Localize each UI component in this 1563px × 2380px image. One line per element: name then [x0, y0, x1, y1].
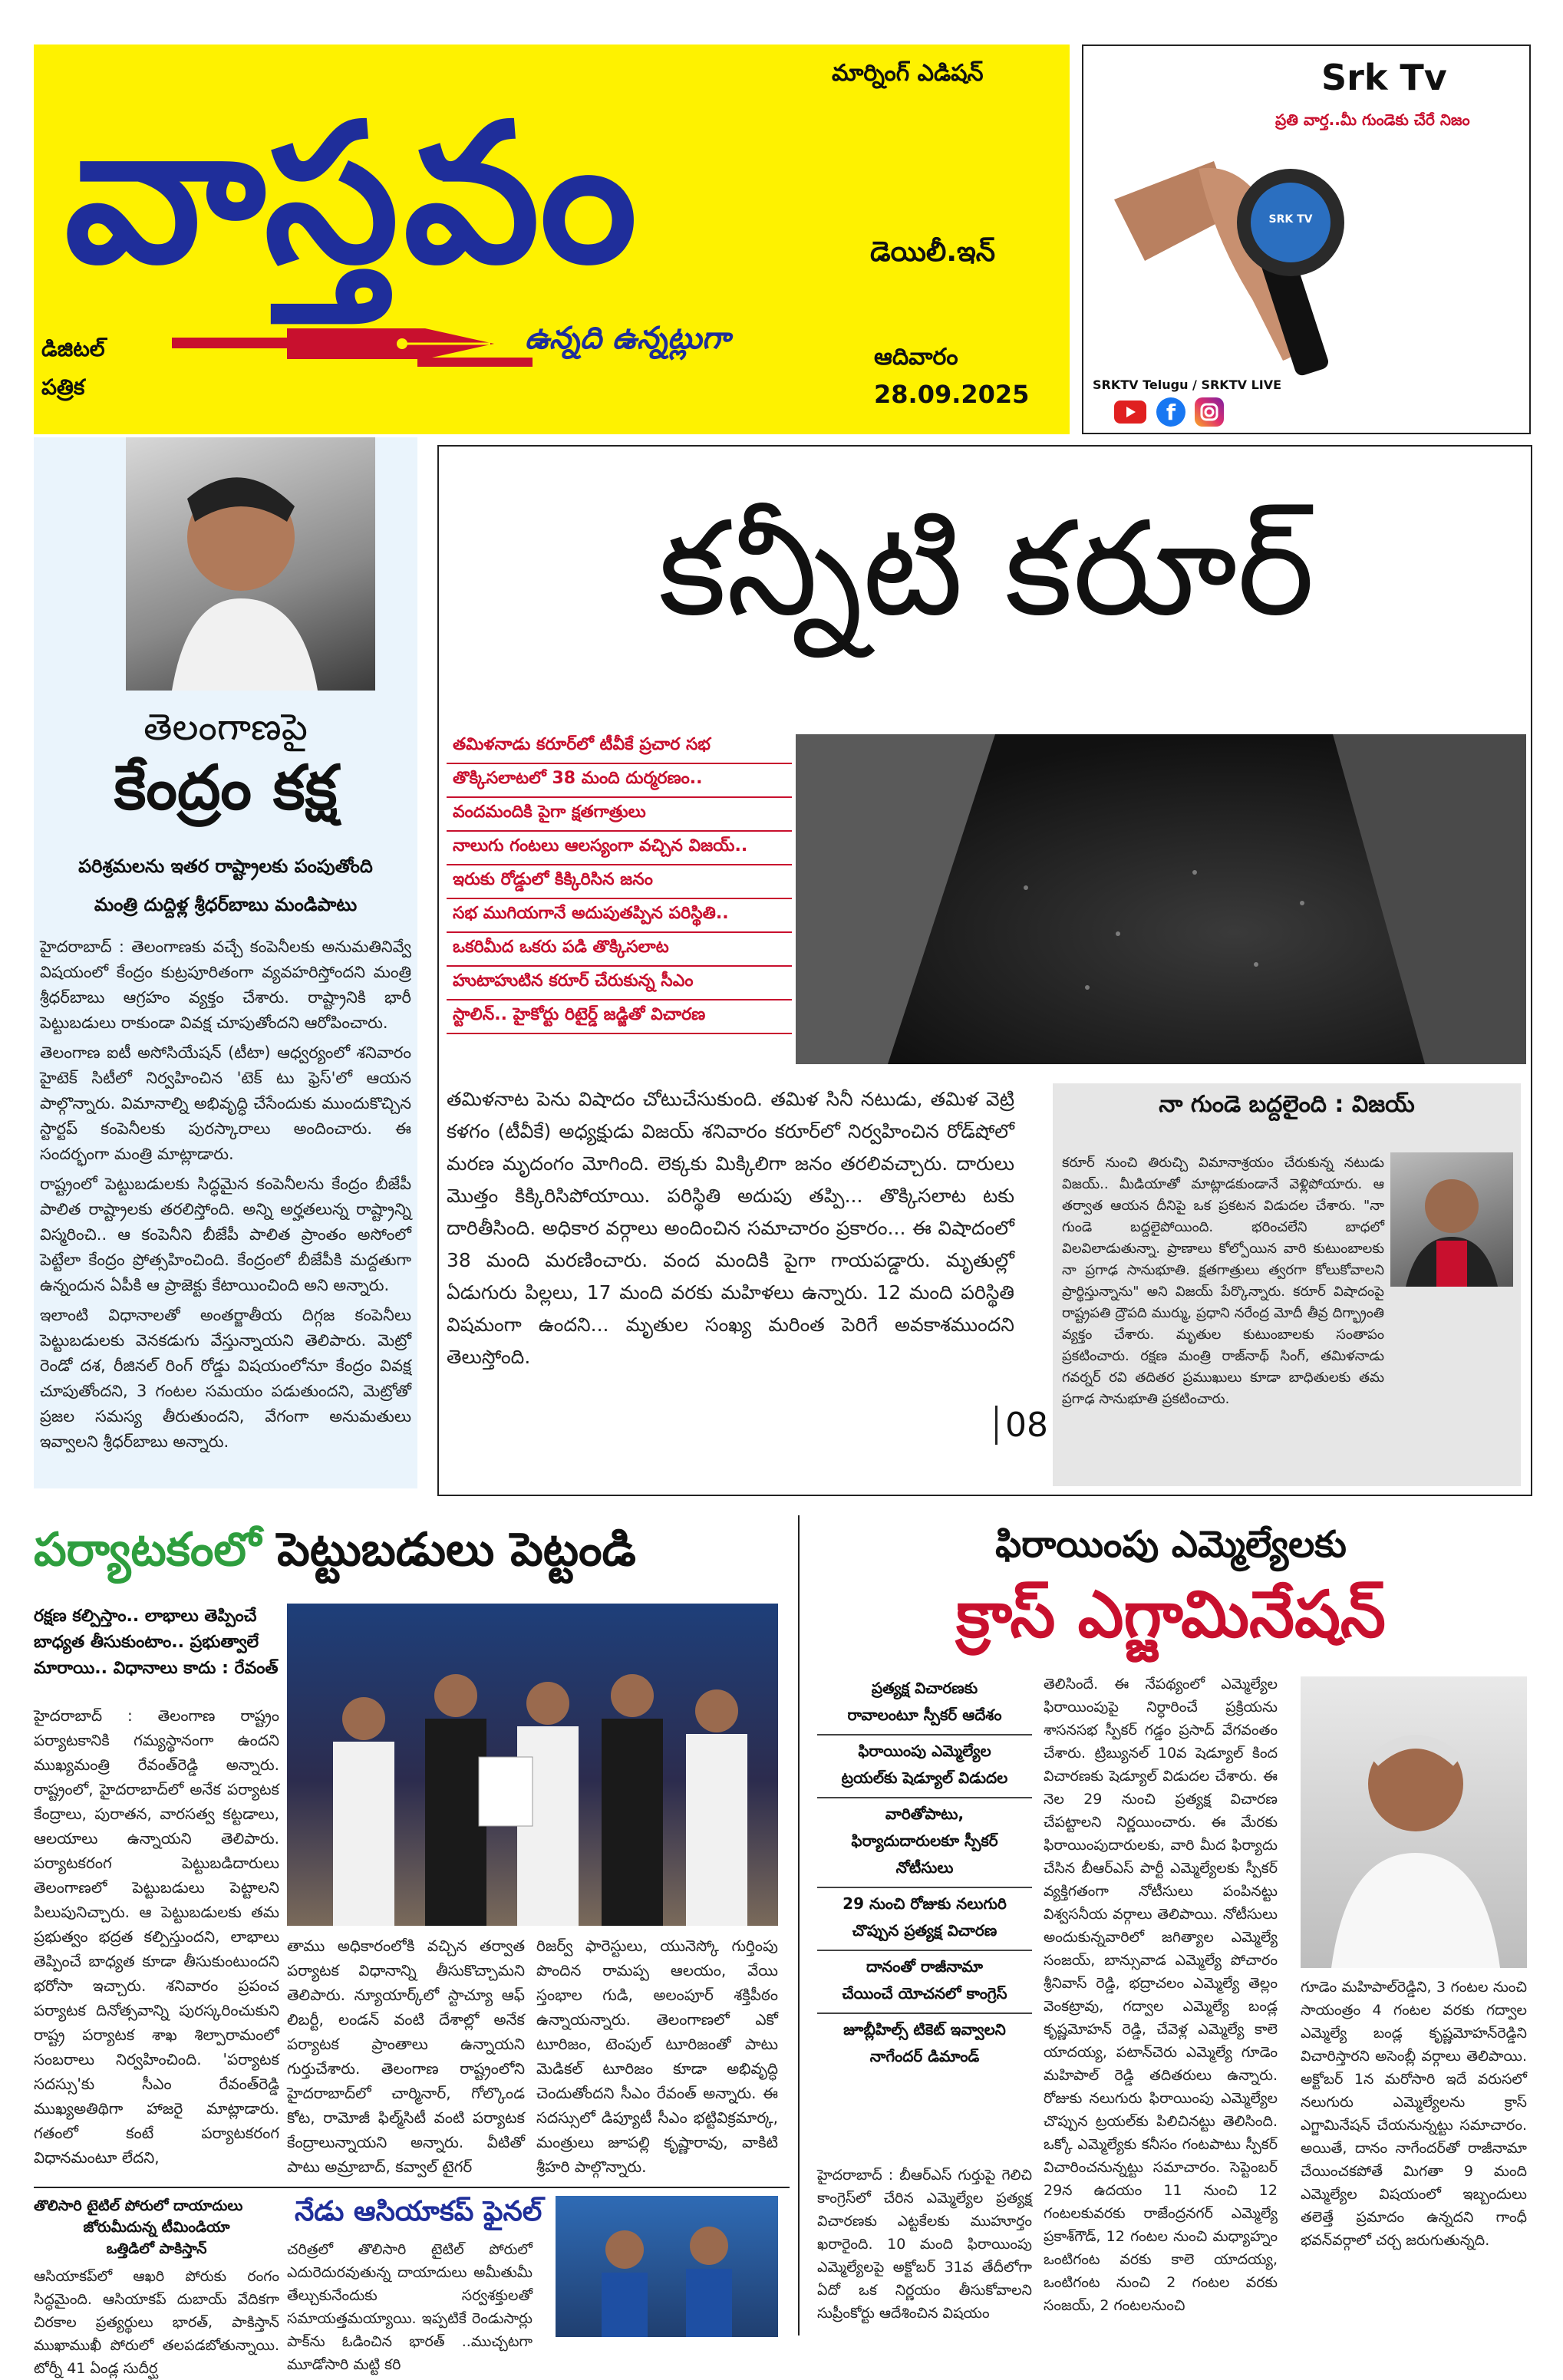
- left-body: [40, 935, 411, 1483]
- cricket-headline: నేడు ఆసియాకప్‌ ఫైనల్‌: [295, 2196, 542, 2227]
- ad-slogan: ప్రతి వార్త..మీ గుండెకు చేరే నిజం: [1275, 110, 1470, 129]
- minister-photo: [126, 437, 375, 691]
- highlight-item: నాలుగు గంటలు ఆలస్యంగా వచ్చిన విజయ్‌..: [447, 832, 792, 865]
- defection-subhead-item: ప్రత్యక్ష విచారణకు: [871, 1679, 978, 1697]
- defection-body-left: హైదరాబాద్‌ : బీఆర్‌ఎస్‌ గుర్తుపై గెలిచి కాంగ్రెస్‌లో చేరిన ఎమ్మెల్యేల ప్రత్యక్ష విచారణకు ఎట్టకేలకు ముహూర్తం ఖరారైంది. 10 మంది ఫిరాయింపు ఎమ్మెల్యేలపై అక్టోబర్‌ 31వ తేదీలోగా ఏదో ఒక నిర్ణయం తీసుకోవాలని సుప్రీంకోర్టు ఆదేశించిన విషయం: [817, 2167, 1032, 2322]
- vijay-photo: [1390, 1152, 1513, 1287]
- site-label: డెయిలీ.ఇన్: [870, 236, 996, 268]
- tourism-body-left: హైదరాబాద్‌ : తెలంగాణ రాష్ట్రం పర్యాటకానికి గమ్యస్థానంగా ఉందని ముఖ్యమంత్రి రేవంత్‌రెడ్డి అన్నారు. రాష్ట్రంలో, హైదరాబాద్‌లో అనేక పర్యాటక కేంద్రాలు, పురాతన, వారసత్వ కట్టడాలు, ఆలయాలు ఉన్నాయని తెలిపారు. పర్యాటకరంగ పెట్టుబడిదారులు తెలంగాణలో పెట్టుబడులు పెట్టాలని పిలుపునిచ్చారు. ఆ పెట్టుబడులకు తమ ప్రభుత్వం భద్రత కల్పిస్తుందని, లాభాలు తెప్పించే బాధ్యత కూడా తీసుకుంటుందని భరోసా ఇచ్చారు. శనివారం ప్రపంచ పర్యాటక దినోత్సవాన్ని పురస్కరించుకుని రాష్ట్ర పర్యాటక శాఖ శిల్పారామంలో సంబరాలు నిర్వహించింది. 'పర్యాటక సదస్సు'కు సీఎం రేవంత్‌రెడ్డి ముఖ్యఅతిథిగా హాజరై మాట్లాడారు. గతంలో కంటే పర్యాటకరంగ విధానమంటూ లేదని,: [34, 1706, 279, 2167]
- tourism-headline: [34, 1523, 790, 1587]
- sidebar-body: కరూర్‌ నుంచి తిరుచ్చి విమానాశ్రయం చేరుకున్న నటుడు విజయ్‌.. మీడియాతో మాట్లాడకుండానే వెళ్లిపోయారు. ఆ తర్వాత ఆయన దీనిపై ఒక ప్రకటన విడుదల చేశారు. "నా గుండె బద్దలైపోయింది. భరించలేని బాధలో విలవిలాడుతున్నా. ప్రాణాలు కోల్పోయిన వారి కుటుంబాలకు నా ప్రగాఢ సానుభూతి. క్షతగాత్రులు త్వరగా కోలుకోవాలని ప్రార్థిస్తున్నాను" అని విజయ్‌ పేర్కొన్నారు. కరూర్‌ విషాదంపై రాష్ట్రపతి ద్రౌపది ముర్ము, ప్రధాని నరేంద్ర మోదీ తీవ్ర దిగ్భ్రాంతి వ్యక్తం చేశారు. మృతుల కుటుంబాలకు సంతాపం ప్రకటించారు. రక్షణ మంత్రి రాజ్‌నాథ్‌ సింగ్‌, తమిళనాడు గవర్నర్‌ రవి తదితర ప్రముఖులు కూడా బాధితులకు తమ ప్రగాఢ సానుభూతి ప్రకటించారు.: [1062, 1155, 1384, 1407]
- crowd-photo: [796, 734, 1526, 1064]
- highlight-item: వందమందికి పైగా క్షతగాత్రులు: [447, 798, 792, 832]
- sidebar-headline: నా గుండె బద్దలైంది : విజయ్‌: [1159, 1091, 1415, 1118]
- defection-story: [810, 1511, 1532, 2335]
- day-label: ఆదివారం: [874, 344, 958, 371]
- defection-subhead-item: చొప్పున ప్రత్యక్ష విచారణ: [817, 1919, 1032, 1951]
- left-body-para: రాష్ట్రంలో పెట్టుబడులకు సిద్ధమైన కంపెనీలను కేంద్రం బీజేపీ పాలిత రాష్ట్రాలకు తరలిస్తోంది. అన్ని అర్హతలున్న రాష్ట్రాన్ని విస్మరించి.. ఆ కంపెనీని బీజేపీ పాలిత ప్రాంతం అసోంలో పెట్టేలా కేంద్రం ప్రోత్సహించింది. కేంద్రంలో బీజేపీకి మద్దతుగా ఉన్నందున ఏపీకి ఆ ప్రాజెక్టు కేటాయించింది అని అన్నారు.: [40, 1175, 411, 1294]
- main-body: తమిళనాట పెను విషాదం చోటుచేసుకుంది. తమిళ సినీ నటుడు, తమిళ వెట్రి కళగం (టీవీకే) అధ్యక్షుడు విజయ్‌ శనివారం కరూర్‌లో నిర్వహించిన రోడ్‌షోలో మరణ మృదంగం మోగింది. లెక్కకు మిక్కిలిగా జనం తరలివచ్చారు. దారులు మొత్తం కిక్కిరిసిపోయాయి. పరిస్థితి అదుపు తప్పి... తొక్కిసలాట టకు దారితీసింది. అధికార వర్గాలు అందించిన సమాచారం ప్రకారం... ఈ విషాదంలో 38 మంది మరణించారు. వంద మందికి పైగా గాయపడ్డారు. మృతుల్లో ఏడుగురు పిల్లలు, 17 మంది వరకు మహిళలు ఉన్నారు. 12 మంది పరిస్థితి విషమంగా ఉందని... మృతుల సంఖ్య మరింత పెరిగే అవకాశముందని తెలుస్తోంది.: [447, 1088, 1014, 1368]
- defection-subhead-item: ఫిరాయింపు ఎమ్మెల్యేల: [858, 1742, 991, 1760]
- left-byline: మంత్రి దుద్దిళ్ల శ్రీధర్‌బాబు మండిపాటు: [94, 894, 358, 915]
- instagram-icon[interactable]: [1195, 397, 1224, 427]
- tourism-headline-rest: పెట్టుబడులు పెట్టండి: [277, 1523, 636, 1577]
- tourism-story: [34, 1511, 790, 2377]
- defection-subhead-item: వారితోపాటు,: [885, 1805, 965, 1823]
- defection-subhead-item: ఫిర్యాదుదారులకూ స్పీకర్‌: [851, 1831, 998, 1850]
- left-body-para: తెలంగాణ ఐటీ అసోసియేషన్‌ (టీటా) ఆధ్వర్యంలో శనివారం హైటెక్‌ సిటీలో నిర్వహించిన 'టెక్‌ టు ఫ్రెస్‌'లో ఆయన పాల్గొన్నారు. విమానాల్ని అభివృద్ధి చేసేందుకు ముందుకొచ్చిన స్టార్టప్‌ కంపెనీలకు పురస్కారాలు అందించారు. ఈ సందర్భంగా మంత్రి మాట్లాడారు.: [40, 1043, 411, 1163]
- cricket-kicker-3: ఒత్తిడిలో పాకిస్తాన్‌: [106, 2240, 207, 2257]
- defection-subhead-item: జూబ్లీహిల్స్‌ టికెట్‌ ఇవ్వాలని: [843, 2020, 1006, 2039]
- highlights-list: [447, 730, 792, 1034]
- defection-kicker: ఫిరాయింపు ఎమ్మెల్యేలకు: [995, 1523, 1347, 1566]
- column-divider: [798, 1515, 800, 2335]
- cricket-kicker: తొలిసారి టైటిల్‌ పోరులో దాయాదులు: [34, 2197, 243, 2214]
- masthead-title: వాస్తవం: [64, 82, 642, 305]
- cricket-body-left: ఆసియాకప్‌లో ఆఖరి పోరుకు రంగం సిద్ధమైంది. ఆసియాకప్‌ దుబాయ్‌ వేదికగా చిరకాల ప్రత్యర్థులు భారత్‌, పాకిస్తాన్‌ ముఖాముఖీ పోరులో తలపడబోతున్నాయి. టోర్నీ 41 ఏండ్ల సుదీర్ఘ: [34, 2268, 279, 2377]
- left-headline: కేంద్రం కక్ష: [114, 752, 338, 823]
- defection-subheads: [817, 1676, 1032, 2072]
- left-body-para: హైదరాబాద్‌ : తెలంగాణకు వచ్చే కంపెనీలకు అనుమతినివ్వే విషయంలో కేంద్రం కుట్రపూరితంగా వ్యవహరిస్తోందని మంత్రి శ్రీధర్‌బాబు ఆగ్రహం వ్యక్తం చేశారు. రాష్ట్రానికి భారీ పెట్టుబడులు రాకుండా వివక్ష చూపుతోందని ఆరోపించారు.: [40, 938, 411, 1032]
- date-label: 28.09.2025: [874, 380, 1030, 409]
- masthead: [34, 45, 1070, 434]
- tourism-subhead: రక్షణ కల్పిస్తాం.. లాభాలు తెప్పించే బాధ్యత తీసుకుంటాం.. ప్రభుత్వాలే మారాయి.. విధానాలు కాదు : రేవంత్‌: [34, 1607, 279, 1678]
- page-ref[interactable]: 08: [995, 1406, 1048, 1445]
- tourism-body-mid: తాము అధికారంలోకి వచ్చిన తర్వాత పర్యాటక విధానాన్ని తీసుకొచ్చామని తెలిపారు. న్యూయార్క్‌లో స్టాచ్యూ ఆఫ్‌ లిబర్టీ, లండన్‌ వంటి దేశాల్లో అనేక పర్యాటక ప్రాంతాలు ఉన్నాయని గుర్తుచేశారు. తెలంగాణ రాష్ట్రంలోని హైదరాబాద్‌లో చార్మినార్‌, గోల్కొండ కోట, రామోజీ ఫిల్మ్‌సిటీ వంటి పర్యాటక కేంద్రాలున్నాయని అన్నారు. వీటితో పాటు అమ్రాబాద్‌, కవ్వాల్‌ టైగర్‌: [287, 1937, 525, 2176]
- mla-photo: [1301, 1676, 1527, 1968]
- defection-subhead-item: నాగేందర్‌ డిమాండ్‌: [869, 2047, 980, 2065]
- ad-brand: Srk Tv: [1321, 57, 1447, 98]
- cricket-kicker-2: జోరుమీదున్న టీమిండియా: [83, 2219, 230, 2236]
- main-headline: కన్నీటి కరూర్‌: [658, 493, 1315, 645]
- cricket-photo: [556, 2196, 778, 2337]
- cricket-brief: [34, 2187, 790, 2377]
- left-kicker: తెలంగాణపై: [143, 706, 308, 749]
- highlight-item: తొక్కిసలాటలో 38 మంది దుర్మరణం..: [447, 764, 792, 798]
- srk-tv-ad: [1082, 45, 1531, 434]
- facebook-icon[interactable]: f: [1156, 397, 1185, 427]
- highlight-item: స్టాలిన్‌.. హైకోర్టు రిటైర్డ్‌ జడ్జితో విచారణ: [447, 1000, 792, 1034]
- left-subhead: పరిశ్రమలను ఇతర రాష్ట్రాలకు పంపుతోంది: [78, 855, 373, 877]
- main-story: [437, 445, 1532, 1496]
- microphone-hand-image: [1099, 130, 1421, 376]
- digital-label-2: పత్రిక: [41, 374, 85, 400]
- left-story: [34, 437, 417, 1488]
- defection-subhead-item: దానంతో రాజీనామా: [866, 1957, 983, 1976]
- mic-label: SRK TV: [1268, 213, 1313, 226]
- edition-label: మార్నింగ్ ఎడిషన్: [832, 60, 984, 87]
- digital-label-1: డిజిటల్: [41, 336, 105, 361]
- left-body-para: ఇలాంటి విధానాలతో అంతర్జాతీయ దిగ్గజ కంపెనీలు పెట్టుబడులకు వెనకడుగు వేస్తున్నాయని తెలిపారు. మెట్రో రెండో దశ, రీజినల్‌ రింగ్‌ రోడ్డు విషయంలోనూ కేంద్రం వివక్ష చూపుతోందని, 3 గంటల సమయం పడుతుందని, మెట్రోతో ప్రజల సమస్య తీరుతుందని, వేగంగా అనుమతులు ఇవ్వాలని శ్రీధర్‌బాబు అన్నారు.: [40, 1306, 411, 1451]
- defection-body-mid: తెలిసిందే. ఈ నేపథ్యంలో ఎమ్మెల్యేల ఫిరాయింపుపై నిర్ధారించే ప్రక్రియను శాసనసభ స్పీకర్‌ గడ్డం ప్రసాద్‌ వేగవంతం చేశారు. ట్రిబ్యునల్‌ 10వ షెడ్యూల్‌ కింద విచారణకు షెడ్యూల్‌ విడుదల చేశారు. ఈ నెల 29 నుంచి ప్రత్యక్ష విచారణ చేపట్టాలని నిర్ణయించారు. ఈ మేరకు ఫిరాయింపుదారులకు, వారి మీద ఫిర్యాదు చేసిన బీఆర్‌ఎస్‌ పార్టీ ఎమ్మెల్యేలకు స్పీకర్‌ వ్యక్తిగతంగా నోటీసులు పంపినట్టు విశ్వసనీయ వర్గాలు తెలిపాయి. నోటీసులు అందుకున్నవారిలో జగిత్యాల ఎమ్మెల్యే సంజయ్‌, బాన్సువాడ ఎమ్మెల్యే పోచారం శ్రీనివాస్‌ రెడ్డి, భద్రాచలం ఎమ్మెల్యే తెల్లం వెంకట్రావు, గద్వాల ఎమ్మెల్యే బండ్ల కృష్ణమోహన్‌ రెడ్డి, చేవెళ్ల ఎమ్మెల్యే కాలె యాదయ్య, పటాన్‌చెరు ఎమ్మెల్యే గూడెం మహిపాల్‌ రెడ్డి తదితరులు ఉన్నారు. రోజుకు నలుగురు ఫిరాయింపు ఎమ్మెల్యేల చొప్పున ట్రయల్‌కు పిలిచినట్టు తెలిసింది. ఒక్కో ఎమ్మెల్యేకు కనీసం గంటపాటు స్పీకర్‌ విచారించనున్నట్టు సమాచారం. సెప్టెంబర్‌ 29న ఉదయం 11 నుంచి 12 గంటలకువరకు రాజేంద్రనగర్‌ ఎమ్మెల్యే ప్రకాశ్‌గౌడ్‌, 12 గంటల నుంచి మధ్యాహ్నం ఒంటిగంట వరకు కాలె యాదయ్య, ఒంటిగంట నుంచి 2 గంటల వరకు సంజయ్‌, 2 గంటలనుంచి: [1044, 1676, 1278, 2314]
- defection-subhead-item: రావాలంటూ స్పీకర్‌ ఆదేశం: [817, 1703, 1032, 1736]
- ad-channels: SRKTV Telugu / SRKTV LIVE: [1093, 377, 1282, 392]
- highlight-item: ఒకరిమీద ఒకరు పడి తొక్కిసలాట: [447, 933, 792, 967]
- sidebar-story: [1053, 1083, 1521, 1486]
- tourism-headline-green: పర్యాటకంలో: [34, 1523, 262, 1577]
- tourism-photo: [287, 1604, 778, 1926]
- defection-subhead-item: చేయించే యోచనలో కాంగ్రెస్‌: [817, 1982, 1032, 2014]
- highlight-item: సభ ముగియగానే అదుపుతప్పిన పరిస్థితి..: [447, 899, 792, 933]
- defection-subhead-item: నోటీసులు: [817, 1856, 1032, 1888]
- defection-subhead-item: ట్రయల్‌కు షెడ్యూల్‌ విడుదల: [817, 1766, 1032, 1798]
- defection-body-right: గూడెం మహిపాల్‌రెడ్డిని, 3 గంటల నుంచి సాయంత్రం 4 గంటల వరకు గద్వాల ఎమ్మెల్యే బండ్ల కృష్ణమోహన్‌రెడ్డిని విచారిస్తారని అసెంబ్లీ వర్గాలు తెలిపాయి. అక్టోబర్‌ 1న మరోసారి ఇదే వరుసలో నలుగురు ఎమ్మెల్యేలను క్రాస్‌ ఎగ్జామినేషన్‌ చేయనున్నట్టు సమాచారం. అయితే, దానం నాగేందర్‌తో రాజీనామా చేయించకపోతే మిగతా 9 మంది ఎమ్మెల్యేల విషయంలో ఇబ్బందులు తలెత్తే ప్రమాదం ఉన్నదని గాంధీ భవన్‌వర్గాలో చర్చ జరుగుతున్నది.: [1301, 1979, 1527, 2249]
- highlight-item: తమిళనాడు కరూర్‌లో టీవీకే ప్రచార సభ: [447, 730, 792, 764]
- cricket-body-mid: చరిత్రలో తొలిసారి టైటిల్‌ పోరులో ఎదురెదురవుతున్న దాయాదులు అమీతుమీ తేల్చుకునేందుకు సర్వశక్తులతో సమాయత్తమయ్యాయి. ఇప్పటికే రెండుసార్లు పాక్‌ను ఓడించిన భారత్‌ ..ముచ్చటగా మూడోసారి మట్టి కరి: [287, 2241, 533, 2373]
- tourism-body-right: రిజర్వ్‌ ఫారెస్టులు, యునెస్కో గుర్తింపు పొందిన రామప్ప ఆలయం, వేయి స్తంభాల గుడి, అలంపూర్‌ శక్తిపీఠం ఉన్నాయన్నారు. తెలంగాణలో ఎకో టూరిజం, టెంపుల్‌ టూరిజంతో పాటు మెడికల్‌ టూరిజం కూడా అభివృద్ధి చెందుతోందని సీఎం రేవంత్‌ అన్నారు. ఈ సదస్సులో డిప్యూటీ సీఎం భట్టివిక్రమార్క, మంత్రులు జూపల్లి కృష్ణారావు, వాకిటి శ్రీహరి పాల్గొన్నారు.: [536, 1937, 778, 2176]
- youtube-icon[interactable]: [1114, 401, 1146, 424]
- highlight-item: ఇరుకు రోడ్డులో కిక్కిరిసిన జనం: [447, 865, 792, 899]
- tagline: ఉన్నది ఉన్నట్లుగా: [525, 321, 730, 356]
- highlight-item: హుటాహుటిన కరూర్‌ చేరుకున్న సీఎం: [447, 967, 792, 1000]
- pen-nib-logo: [172, 313, 533, 382]
- defection-headline: క్రాస్‌ ఎగ్జామినేషన్‌: [956, 1577, 1386, 1652]
- defection-subhead-item: 29 నుంచి రోజుకు నలుగురి: [843, 1894, 1007, 1913]
